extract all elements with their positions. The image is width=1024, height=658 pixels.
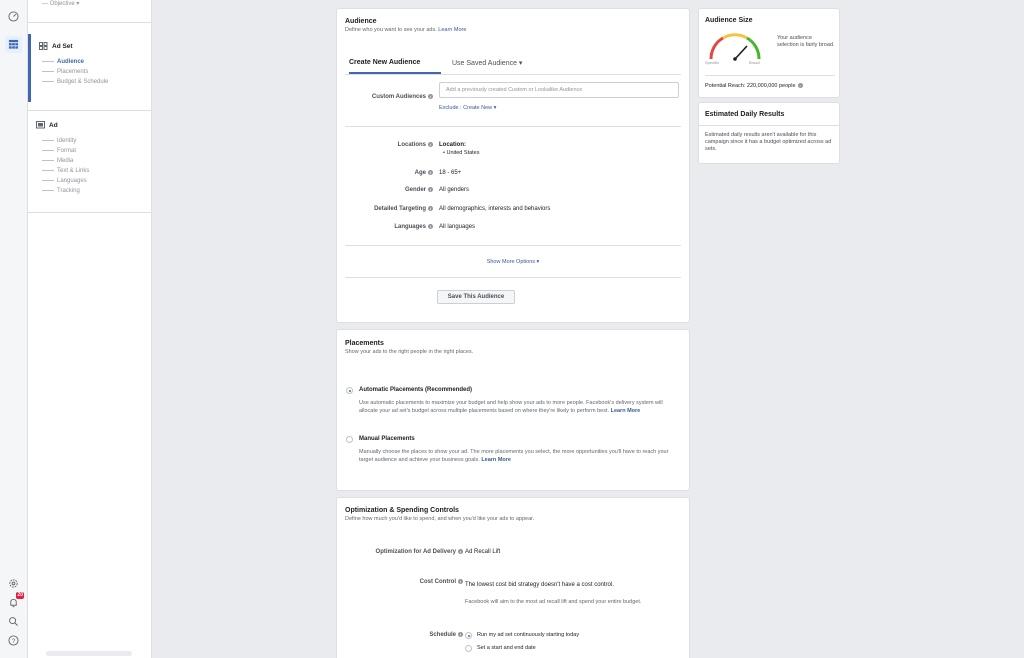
placements-title: Placements — [345, 340, 384, 347]
dashboard-icon[interactable] — [5, 8, 22, 25]
delivery-optimization-value[interactable]: Ad Recall Lift — [465, 549, 501, 555]
icon-rail — [0, 0, 28, 658]
nav-item-format[interactable]: Format — [42, 148, 76, 154]
notification-badge: 20 — [17, 592, 23, 598]
audience-size-desc: Your audience selection is fairly broad. — [777, 35, 835, 48]
gender-label: Gender i — [404, 187, 432, 194]
locations-label: Locations i — [397, 142, 432, 149]
nav-item-budget-schedule[interactable]: Budget & Schedule — [42, 79, 108, 85]
placements-subtitle: Show your ads to the right people in the right places. — [345, 349, 474, 355]
detailed-targeting-label: Detailed Targeting i — [374, 206, 432, 213]
audience-subtitle: Define who you want to see your ads. Learn More — [345, 27, 467, 33]
nav-objective[interactable]: — Objective ▾ — [42, 1, 80, 7]
nav-divider — [28, 110, 152, 111]
audience-size-title: Audience Size — [705, 17, 753, 24]
learn-more-link[interactable]: Learn More — [438, 27, 467, 33]
info-icon: i — [459, 632, 462, 637]
age-label: Age i — [414, 170, 432, 177]
info-icon: i — [429, 206, 432, 211]
tab-create-new-audience[interactable]: Create New Audience — [349, 59, 421, 66]
tabs-divider — [345, 74, 681, 75]
learn-more-link[interactable]: Learn More — [481, 457, 511, 463]
optimization-subtitle: Define how much you'd like to spend, and when you'd like your ads to appear. — [345, 516, 535, 522]
nav-item-placements[interactable]: Placements — [42, 69, 88, 75]
potential-reach: Potential Reach: 220,000,000 people i — [705, 83, 803, 89]
section-divider — [345, 245, 681, 246]
adset-icon — [39, 42, 48, 50]
show-more-options-link[interactable]: Show More Options ▾ — [486, 259, 540, 265]
nav-item-identity[interactable]: Identity — [42, 138, 76, 144]
cost-control-value: The lowest cost bid strategy doesn't have a cost control. — [465, 582, 614, 588]
info-icon: i — [429, 224, 432, 229]
ad-icon — [36, 121, 45, 129]
audience-gauge — [707, 29, 763, 63]
languages-label: Languages i — [394, 224, 432, 231]
nav-ad-title[interactable]: Ad — [36, 121, 58, 129]
gender-value: All genders — [439, 187, 470, 193]
nav-divider — [28, 22, 152, 23]
schedule-continuous-label[interactable]: Run my ad set continuously starting today — [477, 632, 580, 638]
nav-scrollbar[interactable] — [46, 651, 132, 656]
custom-audiences-input[interactable]: Add a previously created Custom or Lookalike Audience — [439, 82, 679, 98]
info-icon: i — [429, 187, 432, 192]
settings-gear-icon[interactable] — [5, 575, 22, 592]
ads-manager-grid-icon[interactable] — [5, 36, 22, 53]
info-icon: i — [798, 83, 803, 88]
exclude-link[interactable]: Exclude — [439, 105, 459, 111]
search-icon[interactable] — [5, 613, 22, 630]
delivery-optimization-label: Optimization for Ad Delivery i — [375, 549, 462, 556]
gauge-broad-label: Broad — [749, 60, 760, 65]
daily-divider — [699, 125, 839, 126]
svg-text:?: ? — [11, 637, 16, 645]
size-divider — [705, 75, 835, 76]
daily-results-card — [698, 102, 840, 164]
cost-control-label: Cost Control i — [419, 579, 462, 586]
audience-card — [336, 8, 690, 323]
schedule-dates-label[interactable]: Set a start and end date — [477, 645, 536, 651]
section-divider — [345, 126, 681, 127]
manual-placements-radio[interactable] — [346, 436, 353, 443]
daily-results-title: Estimated Daily Results — [705, 111, 785, 118]
nav-adset-section — [28, 34, 152, 102]
nav-item-tracking[interactable]: Tracking — [42, 188, 80, 194]
help-icon[interactable] — [5, 632, 22, 649]
info-icon: i — [459, 579, 462, 584]
schedule-dates-radio[interactable] — [465, 645, 472, 652]
automatic-placements-label[interactable]: Automatic Placements (Recommended) — [359, 387, 473, 393]
nav-item-text-links[interactable]: Text & Links — [42, 168, 89, 174]
detailed-targeting-value: All demographics, interests and behaviors — [439, 206, 551, 212]
section-divider — [345, 277, 681, 278]
manual-placements-desc: Manually choose the places to show your ad. The more placements you select, the more opportunities you'll have to reach your target audience and achieve your business goals. Learn More — [359, 449, 669, 463]
cost-control-desc: Facebook will aim to the most ad recall lift and spend your entire budget. — [465, 599, 642, 605]
audience-size-card — [698, 8, 840, 98]
info-icon: i — [429, 94, 432, 99]
schedule-continuous-radio[interactable] — [465, 632, 472, 639]
tab-use-saved-audience[interactable]: Use Saved Audience ▾ — [452, 60, 523, 67]
learn-more-link[interactable]: Learn More — [610, 408, 641, 414]
custom-audiences-actions: Exclude | Create New ▾ — [439, 105, 497, 111]
nav-item-languages[interactable]: Languages — [42, 178, 87, 184]
nav-item-media[interactable]: Media — [42, 158, 73, 164]
create-new-link[interactable]: Create New ▾ — [463, 105, 497, 111]
info-icon: i — [429, 142, 432, 147]
schedule-label: Schedule i — [429, 632, 462, 639]
custom-audiences-label: Custom Audiences i — [371, 94, 432, 101]
location-value: • United States — [443, 150, 480, 156]
audience-title: Audience — [345, 18, 377, 25]
age-value: 18 - 65+ — [439, 170, 462, 176]
info-icon: i — [429, 170, 432, 175]
automatic-placements-radio[interactable] — [346, 387, 353, 394]
nav-divider — [28, 212, 152, 213]
nav-adset-title[interactable]: Ad Set — [39, 42, 73, 50]
placements-card — [336, 329, 690, 491]
automatic-placements-desc: Use automatic placements to maximize your budget and help show your ads to more people. Facebook's delivery system will allocate your ad set's budget across multiple placements based on where they're likely to perform best. Learn More — [359, 400, 663, 414]
gauge-specific-label: Specific — [705, 60, 720, 65]
manual-placements-label[interactable]: Manual Placements — [359, 436, 415, 442]
navigation-panel — [28, 0, 152, 658]
optimization-card — [336, 497, 690, 658]
optimization-title: Optimization & Spending Controls — [345, 507, 459, 514]
info-icon: i — [459, 549, 462, 554]
notifications-bell-icon[interactable] — [5, 594, 22, 611]
save-audience-button[interactable]: Save This Audience — [437, 290, 515, 304]
nav-item-audience[interactable]: Audience — [42, 59, 84, 65]
daily-results-desc: Estimated daily results aren't available for this campaign since it has a budget optimized across ad sets. — [705, 132, 832, 152]
location-heading: Location: — [439, 142, 466, 148]
languages-value: All languages — [439, 224, 476, 230]
